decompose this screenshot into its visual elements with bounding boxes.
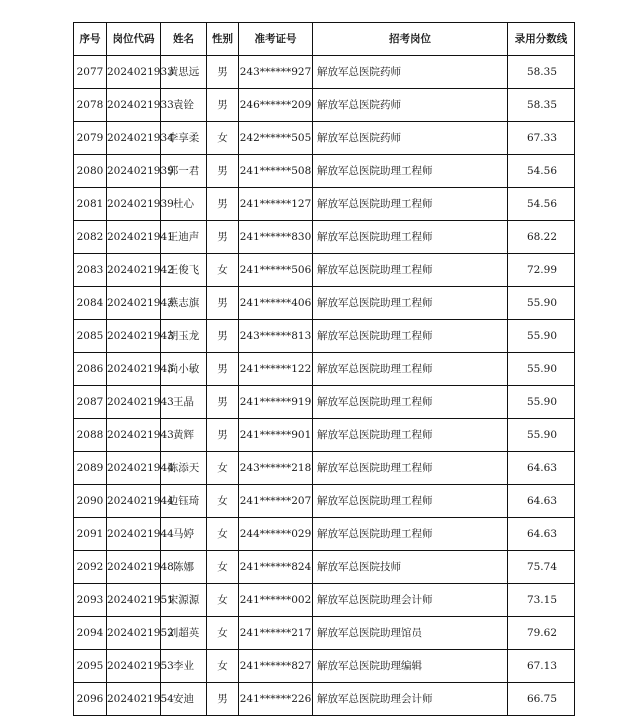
cell-name: 袁铨 [161,89,207,122]
cell-position: 解放军总医院助理工程师 [313,188,508,221]
cell-position: 解放军总医院助理工程师 [313,254,508,287]
header-seq: 序号 [74,23,107,56]
cell-gender: 女 [207,254,239,287]
cell-post-code: 2024021944 [107,485,161,518]
cell-score: 64.63 [508,452,575,485]
cell-post-code: 2024021953 [107,650,161,683]
cell-position: 解放军总医院助理会计师 [313,584,508,617]
cell-ticket: 241******207 [239,485,313,518]
cell-score: 55.90 [508,287,575,320]
cell-name: 陈娜 [161,551,207,584]
cell-gender: 女 [207,122,239,155]
header-position: 招考岗位 [313,23,508,56]
table-row [74,386,575,419]
cell-post-code: 2024021954 [107,683,161,716]
cell-post-code: 2024021943 [107,419,161,452]
cell-name: 杜心 [161,188,207,221]
cell-gender: 男 [207,287,239,320]
cell-post-code: 2024021952 [107,617,161,650]
cell-position: 解放军总医院助理工程师 [313,419,508,452]
cell-seq: 2082 [74,221,107,254]
cell-post-code: 2024021933 [107,56,161,89]
cell-ticket: 241******830 [239,221,313,254]
cell-ticket: 246******209 [239,89,313,122]
cell-position: 解放军总医院助理工程师 [313,320,508,353]
cell-name: 陈添天 [161,452,207,485]
cell-seq: 2081 [74,188,107,221]
cell-name: 李享柔 [161,122,207,155]
cell-score: 79.62 [508,617,575,650]
cell-gender: 女 [207,584,239,617]
table-row [74,287,575,320]
cell-seq: 2091 [74,518,107,551]
cell-seq: 2089 [74,452,107,485]
cell-position: 解放军总医院助理工程师 [313,155,508,188]
table-row [74,617,575,650]
cell-post-code: 2024021948 [107,551,161,584]
cell-ticket: 241******824 [239,551,313,584]
table-row [74,518,575,551]
cell-position: 解放军总医院助理工程师 [313,221,508,254]
cell-seq: 2093 [74,584,107,617]
header-post-code: 岗位代码 [107,23,161,56]
cell-post-code: 2024021939 [107,155,161,188]
cell-position: 解放军总医院助理工程师 [313,386,508,419]
cell-name: 胡玉龙 [161,320,207,353]
cell-position: 解放军总医院助理工程师 [313,485,508,518]
cell-ticket: 242******505 [239,122,313,155]
cell-ticket: 243******927 [239,56,313,89]
cell-gender: 男 [207,683,239,716]
table-row [74,188,575,221]
cell-ticket: 244******029 [239,518,313,551]
cell-name: 马婷 [161,518,207,551]
cell-seq: 2078 [74,89,107,122]
cell-seq: 2090 [74,485,107,518]
cell-ticket: 241******901 [239,419,313,452]
cell-position: 解放军总医院药师 [313,56,508,89]
table-row [74,452,575,485]
cell-name: 李业 [161,650,207,683]
cell-gender: 女 [207,485,239,518]
cell-gender: 男 [207,386,239,419]
cell-position: 解放军总医院助理工程师 [313,452,508,485]
cell-post-code: 2024021943 [107,320,161,353]
cell-seq: 2088 [74,419,107,452]
cell-name: 王俊飞 [161,254,207,287]
cell-score: 67.13 [508,650,575,683]
table-row [74,155,575,188]
admission-score-table [73,22,575,716]
cell-post-code: 2024021944 [107,518,161,551]
header-name: 姓名 [161,23,207,56]
cell-score: 75.74 [508,551,575,584]
cell-score: 73.15 [508,584,575,617]
cell-gender: 男 [207,221,239,254]
cell-position: 解放军总医院药师 [313,89,508,122]
cell-ticket: 241******122 [239,353,313,386]
cell-gender: 男 [207,89,239,122]
cell-ticket: 241******226 [239,683,313,716]
cell-post-code: 2024021951 [107,584,161,617]
cell-position: 解放军总医院助理馆员 [313,617,508,650]
cell-name: 刘超英 [161,617,207,650]
cell-seq: 2077 [74,56,107,89]
cell-gender: 男 [207,188,239,221]
table-row [74,584,575,617]
cell-score: 66.75 [508,683,575,716]
table-row [74,89,575,122]
cell-seq: 2084 [74,287,107,320]
cell-score: 64.63 [508,485,575,518]
table-row [74,122,575,155]
table-row [74,254,575,287]
cell-ticket: 241******217 [239,617,313,650]
cell-name: 王晶 [161,386,207,419]
table-row [74,419,575,452]
cell-score: 68.22 [508,221,575,254]
cell-post-code: 2024021933 [107,89,161,122]
cell-seq: 2083 [74,254,107,287]
cell-name: 宋源源 [161,584,207,617]
cell-score: 58.35 [508,56,575,89]
cell-name: 安迪 [161,683,207,716]
cell-seq: 2096 [74,683,107,716]
cell-gender: 男 [207,56,239,89]
cell-score: 67.33 [508,122,575,155]
cell-score: 54.56 [508,155,575,188]
cell-seq: 2086 [74,353,107,386]
table-row [74,320,575,353]
cell-seq: 2079 [74,122,107,155]
cell-gender: 女 [207,617,239,650]
table-header [74,23,575,56]
cell-gender: 女 [207,551,239,584]
cell-seq: 2087 [74,386,107,419]
header-ticket: 准考证号 [239,23,313,56]
cell-post-code: 2024021943 [107,386,161,419]
cell-ticket: 241******506 [239,254,313,287]
cell-score: 55.90 [508,353,575,386]
table-row [74,650,575,683]
table-row [74,56,575,89]
cell-gender: 男 [207,419,239,452]
cell-score: 55.90 [508,419,575,452]
cell-ticket: 243******218 [239,452,313,485]
cell-score: 58.35 [508,89,575,122]
cell-position: 解放军总医院助理工程师 [313,518,508,551]
cell-position: 解放军总医院药师 [313,122,508,155]
cell-seq: 2095 [74,650,107,683]
cell-name: 王迪声 [161,221,207,254]
cell-ticket: 243******813 [239,320,313,353]
cell-post-code: 2024021943 [107,287,161,320]
cell-ticket: 241******406 [239,287,313,320]
cell-post-code: 2024021944 [107,452,161,485]
table-body [74,56,575,716]
cell-score: 72.99 [508,254,575,287]
cell-gender: 女 [207,452,239,485]
cell-position: 解放军总医院助理会计师 [313,683,508,716]
cell-position: 解放军总医院助理编辑 [313,650,508,683]
cell-ticket: 241******827 [239,650,313,683]
cell-post-code: 2024021941 [107,221,161,254]
cell-seq: 2080 [74,155,107,188]
table-row [74,683,575,716]
cell-seq: 2085 [74,320,107,353]
cell-name: 燕志旗 [161,287,207,320]
cell-score: 54.56 [508,188,575,221]
header-gender: 性别 [207,23,239,56]
table-row [74,551,575,584]
table-row [74,485,575,518]
cell-seq: 2092 [74,551,107,584]
cell-name: 边钰琦 [161,485,207,518]
cell-gender: 男 [207,353,239,386]
cell-ticket: 241******919 [239,386,313,419]
cell-position: 解放军总医院助理工程师 [313,287,508,320]
header-row [74,23,575,56]
cell-ticket: 241******508 [239,155,313,188]
cell-name: 黄思远 [161,56,207,89]
cell-ticket: 241******002 [239,584,313,617]
cell-post-code: 2024021934 [107,122,161,155]
cell-position: 解放军总医院助理工程师 [313,353,508,386]
cell-gender: 女 [207,650,239,683]
cell-score: 64.63 [508,518,575,551]
cell-gender: 女 [207,518,239,551]
table-row [74,353,575,386]
cell-name: 尚小敏 [161,353,207,386]
table-row [74,221,575,254]
cell-post-code: 2024021942 [107,254,161,287]
cell-post-code: 2024021939 [107,188,161,221]
header-score: 录用分数线 [508,23,575,56]
cell-score: 55.90 [508,386,575,419]
cell-gender: 男 [207,320,239,353]
cell-position: 解放军总医院技师 [313,551,508,584]
cell-gender: 男 [207,155,239,188]
cell-score: 55.90 [508,320,575,353]
cell-name: 黄辉 [161,419,207,452]
cell-ticket: 241******127 [239,188,313,221]
cell-seq: 2094 [74,617,107,650]
cell-post-code: 2024021943 [107,353,161,386]
cell-name: 郭一君 [161,155,207,188]
